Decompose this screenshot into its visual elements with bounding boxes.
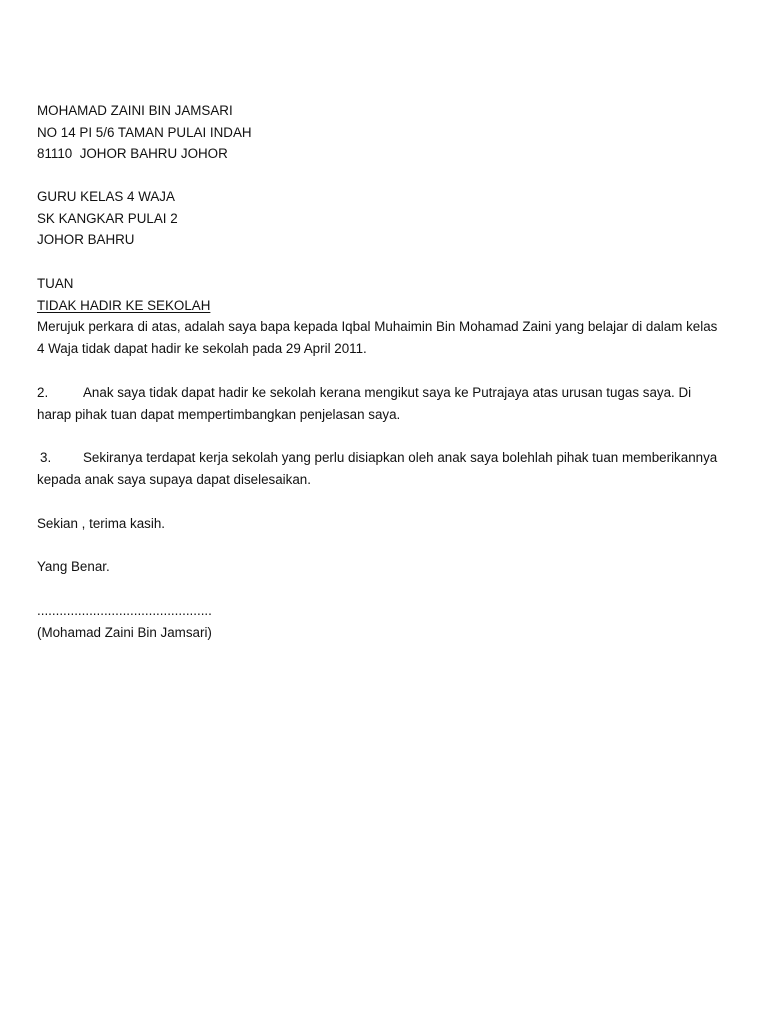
recipient-line-1: GURU KELAS 4 WAJA xyxy=(37,189,175,204)
sender-address xyxy=(37,100,727,165)
salutation: TUAN xyxy=(37,276,74,291)
paragraph-3 xyxy=(37,447,727,490)
sign-off-text: Yang Benar. xyxy=(37,559,110,574)
subject-heading: TIDAK HADIR KE SEKOLAH xyxy=(37,297,211,313)
paragraph-1: Merujuk perkara di atas, adalah saya bapa kepada Iqbal Muhaimin Bin Mohamad Zaini yang belajar di dalam kelas 4 Waja tidak dapat hadir ke sekolah pada 29 April 2011. xyxy=(37,319,718,357)
sign-off xyxy=(37,556,727,578)
signatory-name: (Mohamad Zaini Bin Jamsari) xyxy=(37,624,212,640)
sender-address-line-2: 81110 JOHOR BAHRU JOHOR xyxy=(37,146,228,162)
paragraph-3-text: Sekiranya terdapat kerja sekolah yang perlu disiapkan oleh anak saya bolehlah pihak tuan memberikannya kepada anak saya supaya dapat diselesaikan. xyxy=(37,450,718,487)
sender-address-line-1: NO 14 PI 5/6 TAMAN PULAI INDAH xyxy=(37,124,252,140)
recipient-line-3: JOHOR BAHRU xyxy=(37,232,135,248)
signature-block xyxy=(37,600,727,643)
paragraph-2-text: Anak saya tidak dapat hadir ke sekolah kerana mengikut saya ke Putrajaya atas urusan tugas saya. Di harap pihak tuan dapat mempertimbangkan penjelasan saya. xyxy=(37,385,692,422)
paragraph-2 xyxy=(37,382,727,425)
paragraph-2-number: 2. xyxy=(37,385,49,400)
closing-text: Sekian , terima kasih. xyxy=(37,516,166,531)
closing xyxy=(37,513,727,535)
letter-opening xyxy=(37,273,727,360)
recipient-line-2: SK KANGKAR PULAI 2 xyxy=(37,210,178,226)
sender-name: MOHAMAD ZAINI BIN JAMSARI xyxy=(37,103,233,118)
paragraph-3-number: 3. xyxy=(40,450,52,465)
signature-line: ............................................... xyxy=(37,603,212,618)
recipient-address xyxy=(37,186,727,251)
